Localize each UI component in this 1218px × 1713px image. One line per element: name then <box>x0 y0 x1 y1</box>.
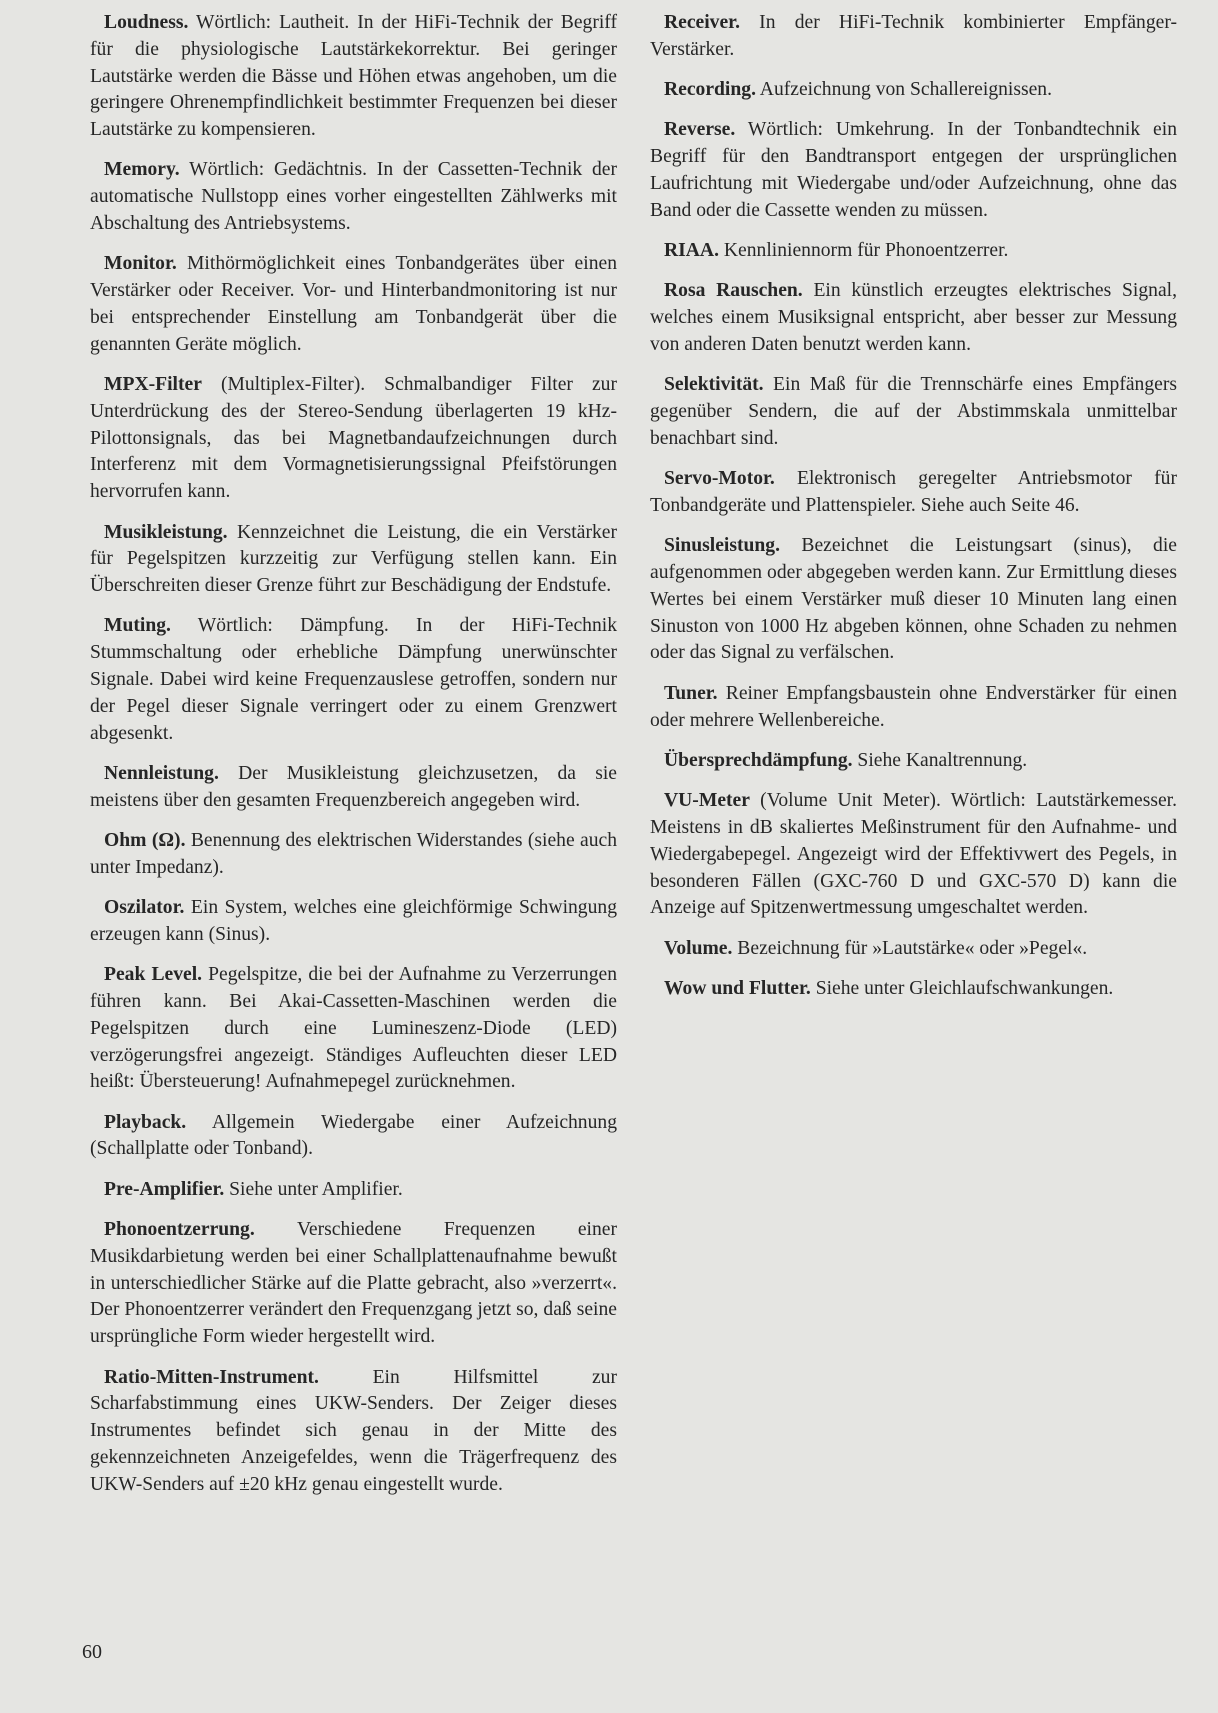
glossary-term: Playback. <box>104 1111 187 1133</box>
glossary-term: Monitor. <box>104 253 177 275</box>
glossary-definition: Verschiedene Frequenzen einer Musikdarbietung werden bei einer Schallplattenaufnahme bewußt in unterschiedlicher Stärke auf die Platte gebracht, also »verzerrt«. Der Phonoentzerrer verändert den Frequenzgang jetzt so, daß seine ursprüngliche Form wieder hergestellt wird. <box>90 1219 617 1348</box>
glossary-term: Wow und Flutter. <box>664 977 811 999</box>
glossary-term: RIAA. <box>664 240 719 262</box>
glossary-entry <box>650 681 1177 735</box>
left-column <box>90 10 617 1512</box>
glossary-definition: Wörtlich: Umkehrung. In der Tonbandtechnik ein Begriff für den Bandtransport entgegen der ursprünglichen Laufrichtung mit Wiedergabe und/oder Aufzeichnung, ohne das Band oder die Cassette wenden zu müssen. <box>650 119 1177 221</box>
glossary-term: Phonoentzerrung. <box>104 1219 255 1241</box>
glossary-definition: Siehe unter Gleichlaufschwankungen. <box>810 977 1114 999</box>
glossary-term: Memory. <box>104 159 180 181</box>
right-column <box>650 10 1177 1016</box>
glossary-definition: Bezeichnung für »Lautstärke« oder »Pegel«. <box>732 937 1088 959</box>
glossary-entry <box>650 466 1177 520</box>
glossary-term: Nennleistung. <box>104 762 219 784</box>
glossary-entry <box>90 895 617 949</box>
glossary-entry <box>650 278 1177 358</box>
glossary-entry <box>650 976 1177 1003</box>
glossary-entry <box>650 533 1177 667</box>
glossary-definition: Aufzeichnung von Schallereignissen. <box>755 79 1052 101</box>
glossary-definition: Benennung des elektrischen Widerstandes (siehe auch unter Impedanz). <box>90 830 618 878</box>
glossary-entry <box>650 238 1177 265</box>
glossary-term: Peak Level. <box>104 964 203 986</box>
glossary-term: Receiver. <box>664 12 740 33</box>
glossary-entry <box>90 157 617 237</box>
glossary-term: Muting. <box>104 615 171 637</box>
glossary-entry <box>90 251 617 358</box>
glossary-entry <box>90 1177 617 1204</box>
glossary-entry <box>650 117 1177 224</box>
glossary-definition: Bezeichnet die Leistungsart (sinus), die aufgenommen oder abgegeben werden kann. Zur Ermittlung dieses Wertes bei einem Verstärker muß dieser 10 Minuten lang einen Sinuston von 1000 Hz abgeben können, ohne Schaden zu nehmen oder das Signal zu verfälschen. <box>650 535 1177 664</box>
glossary-definition: Der Musikleistung gleichzusetzen, da sie meistens über den gesamten Frequenzbereich angegeben wird. <box>90 762 617 811</box>
glossary-term: Reverse. <box>664 119 736 141</box>
glossary-definition: Ein künstlich erzeugtes elektrisches Signal, welches einem Musiksignal entspricht, aber besser zur Messung von anderen Daten benutzt werden kann. <box>650 280 1177 355</box>
glossary-term: Tuner. <box>664 682 718 704</box>
glossary-term: Recording. <box>664 79 756 101</box>
glossary-definition: Wörtlich: Gedächtnis. In der Cassetten-Technik der automatische Nullstopp eines vorher eingestellten Zählwerks mit Abschaltung des Antriebsystems. <box>90 159 617 235</box>
glossary-term: Rosa Rauschen. <box>664 280 803 302</box>
glossary-definition: Kennzeichnet die Leistung, die ein Verstärker für Pegelspitzen kurzzeitig zur Verfügung stellen kann. Ein Überschreiten dieser Grenze führt zur Beschädigung der Endstufe. <box>90 521 617 597</box>
glossary-entry <box>90 613 617 747</box>
glossary-definition: Siehe Kanaltrennung. <box>852 749 1028 771</box>
glossary-term: Musikleistung. <box>104 521 228 543</box>
glossary-term: Loudness. <box>104 12 189 33</box>
glossary-entry <box>90 761 617 815</box>
glossary-definition: (Volume Unit Meter). Wörtlich: Lautstärkemesser. Meistens in dB skaliertes Meßinstrument für den Aufnahme- und Wiedergabepegel. Angezeigt wird der Effektivwert des Pegels, in besonderen Fällen (GXC-760 D und GXC-570 D) kann die Anzeige auf Spitzenwertmessung umgeschaltet werden. <box>650 790 1177 919</box>
glossary-definition: In der HiFi-Technik kombinierter Empfänger-Verstärker. <box>650 12 1177 60</box>
glossary-definition: Ein Maß für die Trennschärfe eines Empfängers gegenüber Sendern, die auf der Abstimmskala unmittelbar benachbart sind. <box>650 374 1177 449</box>
glossary-definition: Ein Hilfsmittel zur Scharfabstimmung eines UKW-Senders. Der Zeiger dieses Instrumentes befindet sich genau in der Mitte des gekennzeichneten Anzeigefeldes, wenn die Trägerfrequenz des UKW-Senders auf ±20 kHz genau eingestellt wurde. <box>90 1366 617 1495</box>
glossary-entry <box>90 10 617 144</box>
glossary-term: Oszilator. <box>104 897 185 919</box>
glossary-term: Übersprechdämpfung. <box>664 749 853 771</box>
glossary-entry <box>650 788 1177 922</box>
glossary-definition: Wörtlich: Dämpfung. In der HiFi-Technik Stummschaltung oder erhebliche Dämpfung unerwünschter Signale. Dabei wird keine Frequenzauslese getroffen, sondern nur der Pegel dieser Signale verringert oder zu einem Grenzwert abgesenkt. <box>90 615 617 744</box>
glossary-entry <box>90 520 617 600</box>
glossary-entry <box>90 1365 617 1499</box>
glossary-term: Servo-Motor. <box>664 468 775 490</box>
glossary-definition: Pegelspitze, die bei der Aufnahme zu Verzerrungen führen kann. Bei Akai-Cassetten-Maschinen werden die Pegelspitzen durch eine Lumineszenz-Diode (LED) verzögerungsfrei angezeigt. Ständiges Aufleuchten dieser LED heißt: Übersteuerung! Aufnahmepegel zurücknehmen. <box>90 964 618 1093</box>
glossary-definition: Ein System, welches eine gleichförmige Schwingung erzeugen kann (Sinus). <box>90 897 617 945</box>
glossary-entry <box>650 77 1177 104</box>
glossary-definition: Reiner Empfangsbaustein ohne Endverstärker für einen oder mehrere Wellenbereiche. <box>650 682 1177 731</box>
glossary-definition: Wörtlich: Lautheit. In der HiFi-Technik der Begriff für die physiologische Lautstärkekorrektur. Bei geringer Lautstärke werden die Bässe und Höhen etwas angehoben, um die geringere Ohrenempfindlichkeit bestimmter Frequenzen bei dieser Lautstärke zu kompensieren. <box>90 12 617 141</box>
glossary-definition: Elektronisch geregelter Antriebsmotor für Tonbandgeräte und Plattenspieler. Siehe auch Seite 46. <box>650 468 1177 516</box>
glossary-entry <box>90 372 617 506</box>
glossary-term: Volume. <box>664 937 733 959</box>
glossary-definition: Siehe unter Amplifier. <box>224 1178 403 1200</box>
glossary-entry <box>650 936 1177 963</box>
glossary-definition: (Multiplex-Filter). Schmalbandiger Filter zur Unterdrückung des der Stereo-Sendung überlagerten 19 kHz-Pilottonsignals, das bei Magnetbandaufzeichnungen durch Interferenz mit dem Vormagnetisierungssignal Pfeifstörungen hervorrufen kann. <box>90 374 617 503</box>
glossary-term: Pre-Amplifier. <box>104 1178 225 1200</box>
glossary-term: Selektivität. <box>664 374 764 396</box>
page-number: 60 <box>82 1641 102 1663</box>
glossary-entry <box>90 1110 617 1164</box>
glossary-term: VU-Meter <box>664 790 750 812</box>
glossary-entry <box>650 10 1177 64</box>
glossary-entry <box>90 1217 617 1351</box>
glossary-entry <box>90 828 617 882</box>
glossary-term: Ratio-Mitten-Instrument. <box>104 1366 319 1388</box>
glossary-definition: Mithörmöglichkeit eines Tonbandgerätes über einen Verstärker oder Receiver. Vor- und Hinterbandmonitoring ist nur bei entsprechender Einstellung am Tonbandgerät über die genannten Geräte möglich. <box>90 253 617 355</box>
glossary-definition: Allgemein Wiedergabe einer Aufzeichnung (Schallplatte oder Tonband). <box>90 1111 617 1160</box>
glossary-term: MPX-Filter <box>104 374 202 396</box>
glossary-term: Ohm (Ω). <box>104 830 186 852</box>
glossary-term: Sinusleistung. <box>664 535 780 557</box>
glossary-entry <box>90 962 617 1096</box>
glossary-entry <box>650 748 1177 775</box>
glossary-definition: Kennliniennorm für Phonoentzerrer. <box>718 240 1009 262</box>
glossary-entry <box>650 372 1177 452</box>
